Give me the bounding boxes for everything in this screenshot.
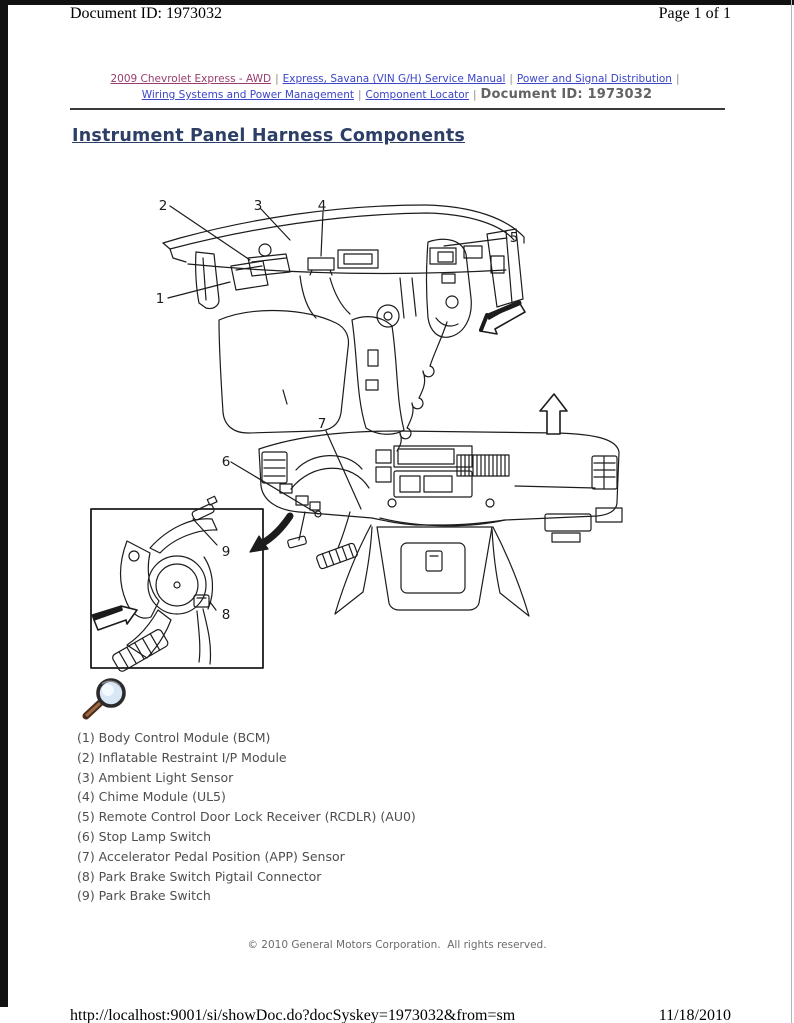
park-brake-pedal bbox=[111, 628, 169, 672]
copyright-notice: © 2010 General Motors Corporation. All rights reserved. bbox=[247, 939, 547, 951]
diagram-upper-view-rear-of-ip bbox=[163, 205, 524, 451]
print-footer-date: 11/18/2010 bbox=[658, 1007, 731, 1023]
diagram-inset-park-brake bbox=[91, 496, 263, 672]
diagram-lower-view-front-of-ip bbox=[259, 431, 622, 616]
callout-7: 7 bbox=[317, 416, 327, 432]
magnifier-icon[interactable] bbox=[80, 674, 132, 720]
breadcrumb-separator: | bbox=[358, 89, 362, 101]
page-edge-left bbox=[0, 0, 8, 1007]
breadcrumb-line-2 bbox=[40, 87, 754, 103]
breadcrumb-separator: | bbox=[675, 73, 680, 85]
page-title: Instrument Panel Harness Components bbox=[72, 126, 465, 146]
breadcrumb bbox=[40, 72, 754, 103]
legend-item: (1) Body Control Module (BCM) bbox=[77, 730, 271, 745]
direction-arrow-upper-icon bbox=[480, 302, 525, 334]
direction-arrow-curved-icon bbox=[250, 516, 290, 552]
breadcrumb-link-power-signal[interactable]: Power and Signal Distribution bbox=[516, 73, 672, 85]
callout-3: 3 bbox=[253, 198, 263, 214]
header-rule bbox=[70, 108, 725, 110]
legend-item: (8) Park Brake Switch Pigtail Connector bbox=[77, 868, 322, 884]
component-legend bbox=[77, 728, 416, 906]
legend-item: (5) Remote Control Door Lock Receiver (RCDLR) (AU0) bbox=[77, 809, 416, 825]
breadcrumb-separator: | bbox=[509, 73, 513, 85]
legend-item: (2) Inflatable Restraint I/P Module bbox=[77, 749, 287, 765]
callout-5: 5 bbox=[509, 230, 519, 246]
breadcrumb-separator: | bbox=[275, 73, 279, 85]
breadcrumb-link-service-manual[interactable]: Express, Savana (VIN G/H) Service Manual bbox=[282, 73, 506, 85]
breadcrumb-link-vehicle[interactable]: 2009 Chevrolet Express - AWD bbox=[110, 73, 272, 85]
harness-diagram bbox=[75, 182, 645, 678]
callout-4: 4 bbox=[317, 198, 327, 214]
page-edge-right bbox=[791, 0, 792, 1023]
breadcrumb-link-wiring-systems[interactable]: Wiring Systems and Power Management bbox=[141, 89, 354, 101]
direction-arrow-up-icon bbox=[540, 394, 567, 434]
callout-6: 6 bbox=[221, 454, 231, 470]
callout-1: 1 bbox=[155, 291, 165, 307]
legend-item: (3) Ambient Light Sensor bbox=[77, 769, 234, 785]
print-footer-url: http://localhost:9001/si/showDoc.do?docSyskey=1973032&from=sm bbox=[70, 1007, 516, 1023]
callout-numbers bbox=[156, 198, 519, 623]
callout-9: 9 bbox=[221, 544, 231, 560]
legend-item: (7) Accelerator Pedal Position (APP) Sensor bbox=[77, 848, 345, 864]
breadcrumb-line-1 bbox=[40, 72, 754, 87]
legend-item: (9) Park Brake Switch bbox=[77, 888, 211, 904]
legend-item: (6) Stop Lamp Switch bbox=[77, 828, 212, 844]
callout-2: 2 bbox=[158, 198, 168, 214]
print-header-docid: Document ID: 1973032 bbox=[70, 5, 222, 22]
legend-item: (4) Chime Module (UL5) bbox=[77, 789, 226, 805]
print-header-pagecount: Page 1 of 1 bbox=[658, 5, 731, 22]
breadcrumb-link-component-locator[interactable]: Component Locator bbox=[365, 89, 469, 101]
center-flap bbox=[377, 527, 492, 610]
callout-8: 8 bbox=[221, 607, 231, 623]
breadcrumb-document-id: Document ID: 1973032 bbox=[480, 87, 653, 102]
breadcrumb-separator: | bbox=[473, 89, 477, 101]
